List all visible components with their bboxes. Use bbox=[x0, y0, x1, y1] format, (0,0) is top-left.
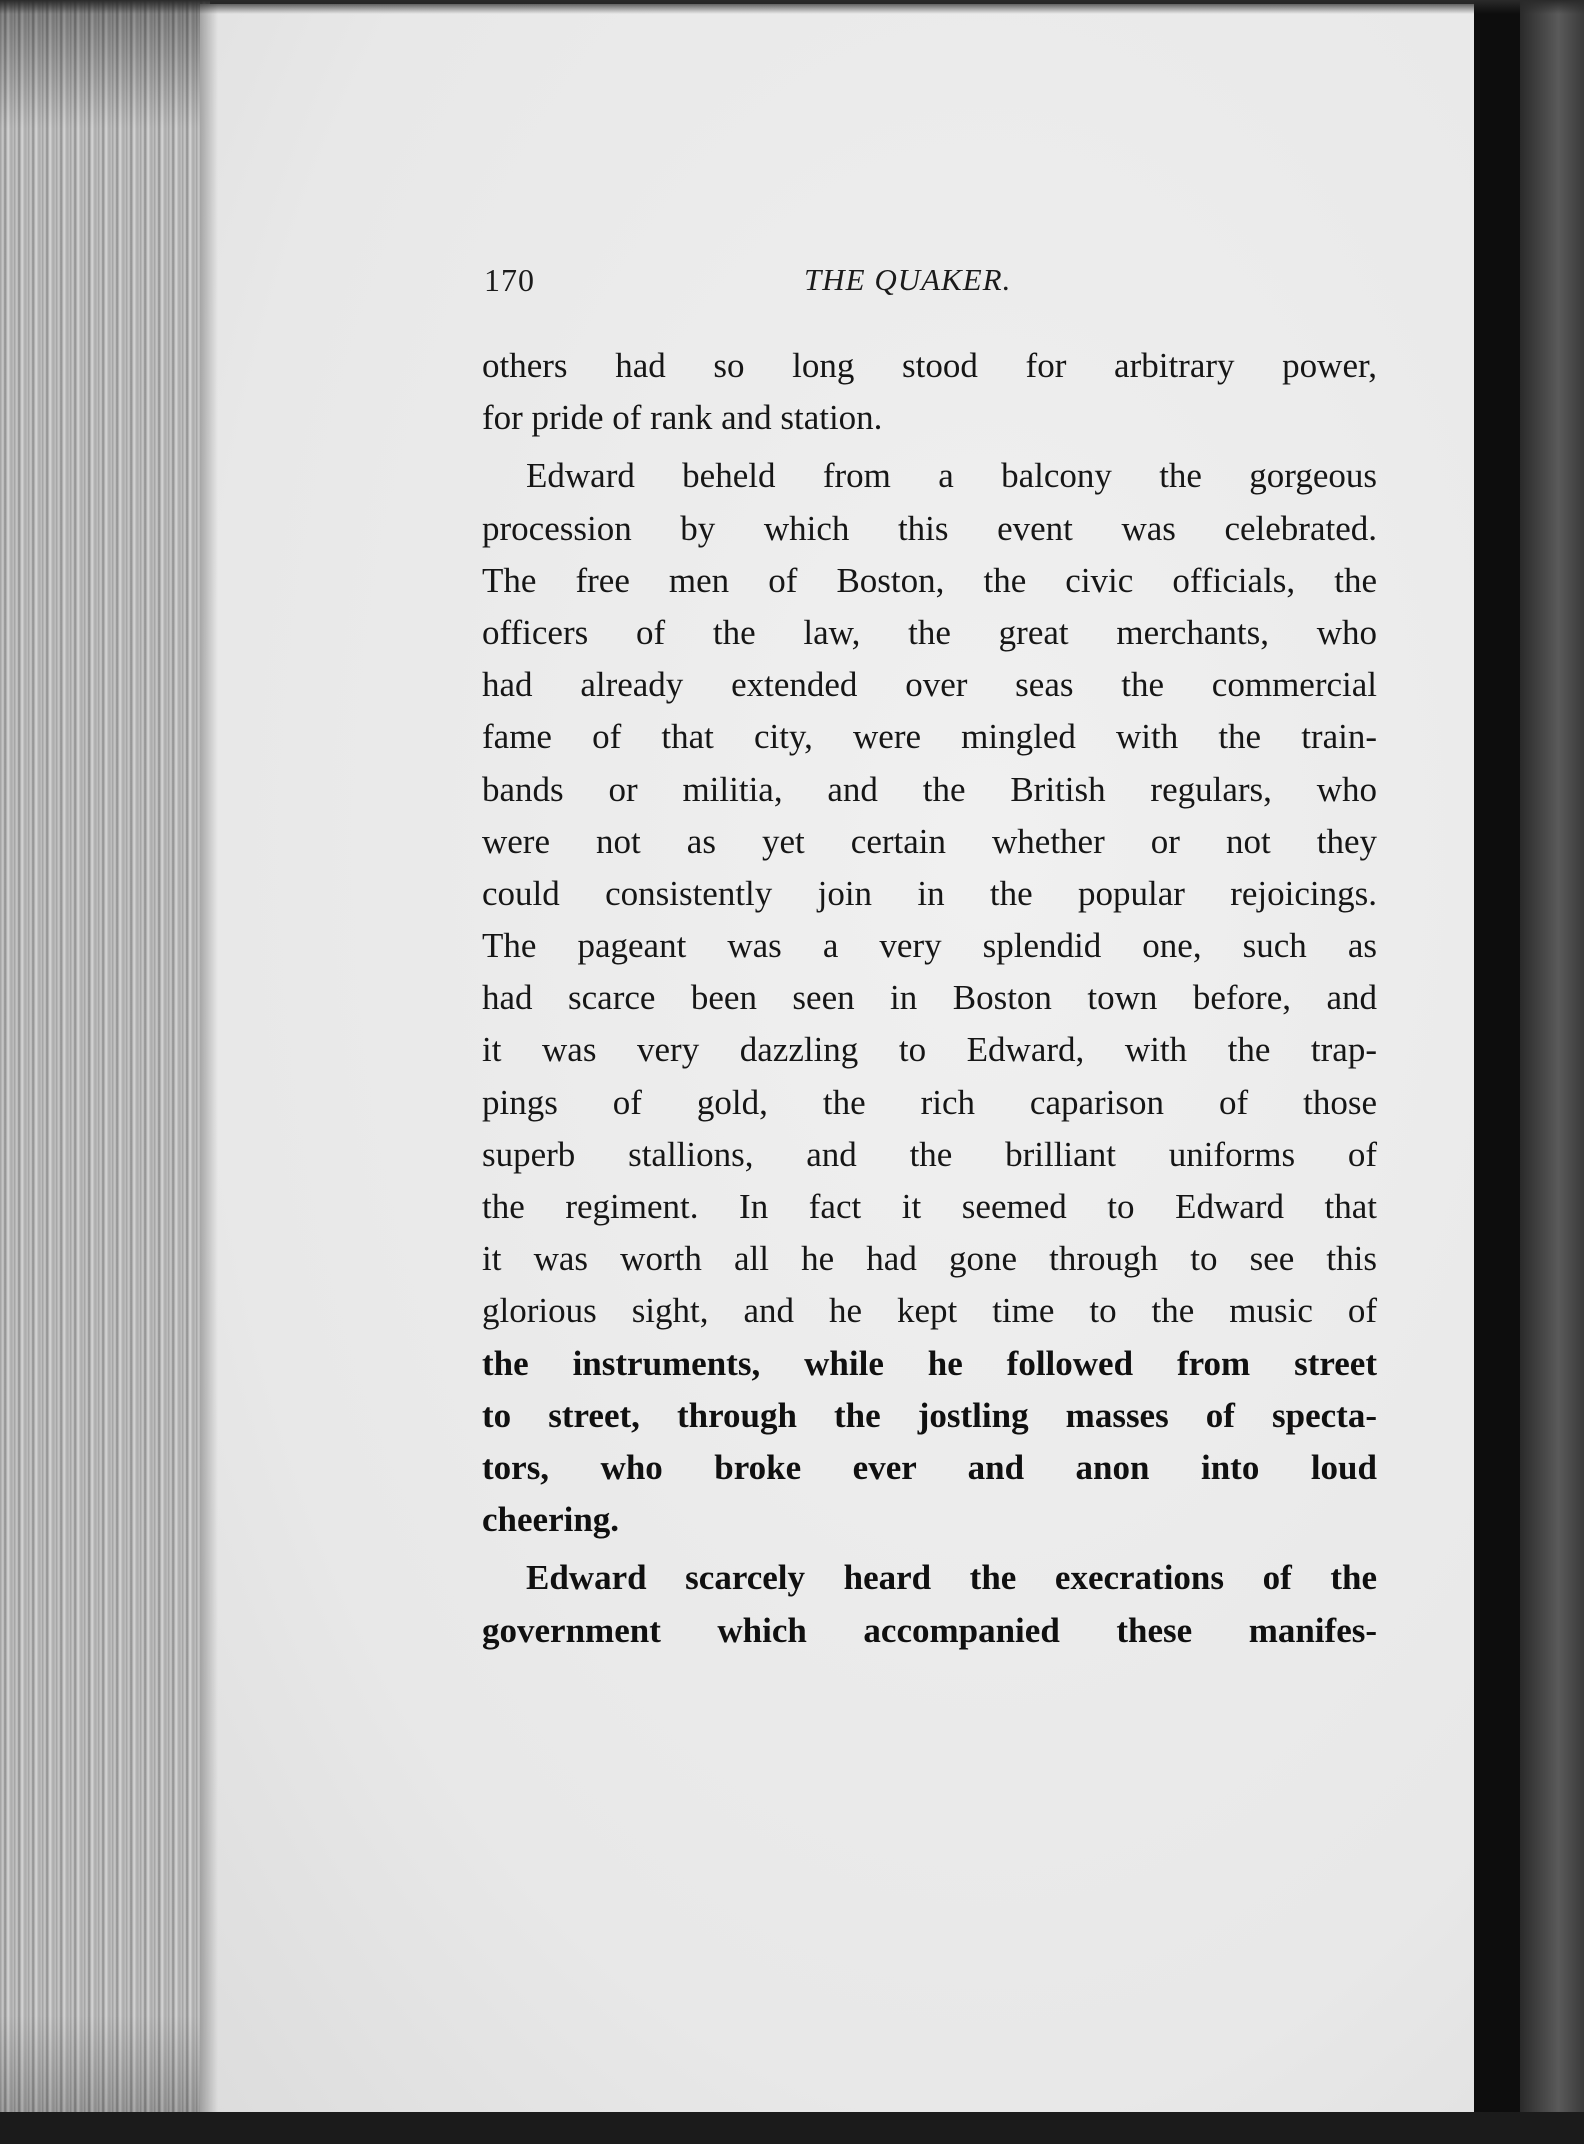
bottom-margin bbox=[0, 2112, 1584, 2144]
text-line: The pageant was a very splendid one, such as bbox=[482, 926, 1377, 966]
text-line: others had so long stood for arbitrary power, bbox=[482, 346, 1377, 385]
text-line: had already extended over seas the commercial bbox=[482, 665, 1377, 705]
text-line: pings of gold, the rich caparison of those bbox=[482, 1082, 1377, 1122]
text-line: The free men of Boston, the civic officials, the bbox=[482, 560, 1377, 600]
text-line: cheering. bbox=[482, 1500, 620, 1540]
text-line: Edward scarcely heard the execrations of the bbox=[526, 1558, 1377, 1598]
text-line: fame of that city, were mingled with the train- bbox=[482, 717, 1377, 757]
page-body-text bbox=[482, 340, 1377, 1657]
text-line: the instruments, while he followed from street bbox=[482, 1343, 1377, 1383]
text-line: it was very dazzling to Edward, with the trap- bbox=[482, 1030, 1377, 1070]
text-line: could consistently join in the popular rejoicings. bbox=[482, 873, 1377, 913]
text-line: tors, who broke ever and anon into loud bbox=[482, 1447, 1377, 1487]
text-line: bands or militia, and the British regulars, who bbox=[482, 769, 1377, 809]
page-edge-stack bbox=[0, 0, 210, 2144]
text-line: to street, through the jostling masses of specta- bbox=[482, 1395, 1377, 1435]
text-line: for pride of rank and station. bbox=[482, 398, 883, 438]
running-header bbox=[484, 262, 1364, 302]
facing-page-edge bbox=[1520, 0, 1584, 2144]
text-line: it was worth all he had gone through to see this bbox=[482, 1239, 1377, 1279]
page-number: 170 bbox=[484, 262, 535, 298]
text-line: the regiment. In fact it seemed to Edward that bbox=[482, 1187, 1377, 1226]
text-line: had scarce been seen in Boston town before, and bbox=[482, 978, 1377, 1018]
text-line: government which accompanied these manifes- bbox=[482, 1610, 1377, 1650]
running-head-title: THE QUAKER. bbox=[804, 262, 1012, 297]
text-line: superb stallions, and the brilliant uniforms of bbox=[482, 1134, 1377, 1174]
text-line: Edward beheld from a balcony the gorgeous bbox=[526, 456, 1377, 496]
text-line: glorious sight, and he kept time to the music of bbox=[482, 1291, 1377, 1331]
top-shadow bbox=[0, 0, 1584, 14]
text-line: procession by which this event was celebrated. bbox=[482, 508, 1377, 548]
gutter-shadow bbox=[200, 4, 218, 2116]
text-line: were not as yet certain whether or not they bbox=[482, 821, 1377, 861]
text-line: officers of the law, the great merchants, who bbox=[482, 612, 1377, 652]
